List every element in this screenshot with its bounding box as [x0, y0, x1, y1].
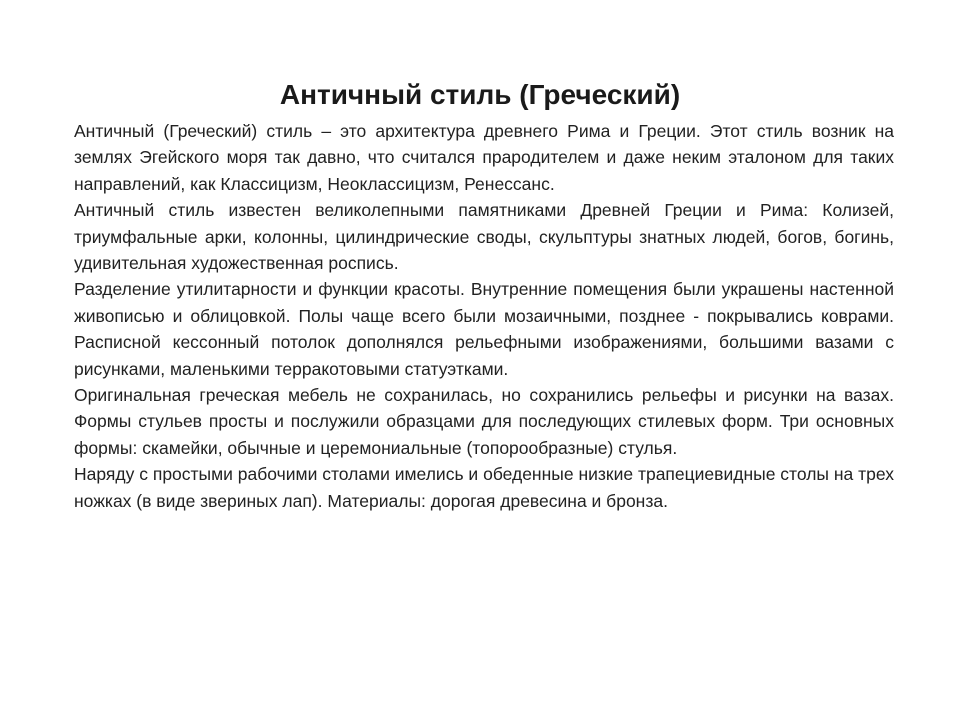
paragraph-tables: Наряду с простыми рабочими столами имелись и обеденные низкие трапециевидные столы на трех ножках (в виде звериных лап). Материалы: дорогая древесина и бронза. — [74, 464, 894, 511]
paragraph-intro: Античный (Греческий) стиль – это архитектура древнего Рима и Греции. Этот стиль возник на землях Эгейского моря так давно, что считался прародителем и даже неким эталоном для таких направлений, как Классицизм, Неоклассицизм, Ренессанс. — [74, 121, 894, 194]
slide-body — [74, 118, 894, 514]
paragraph-monuments: Античный стиль известен великолепными памятниками Древней Греции и Рима: Колизей, триумфальные арки, колонны, цилиндрические своды, скульптуры знатных людей, богов, богинь, удивительная художественная роспись. — [74, 200, 894, 274]
slide-title: Античный стиль (Греческий) — [279, 78, 681, 110]
paragraph-interior: Разделение утилитарности и функции красоты. Внутренние помещения были украшены настенной живописью и облицовкой. Полы чаще всего были мозаичными, позднее - покрывались коврами. Расписной кессонный потолок дополнялся рельефными изображениями, большими вазами с рисунками, маленькими терракотовыми статуэтками. — [74, 279, 894, 379]
paragraph-furniture: Оригинальная греческая мебель не сохранилась, но сохранились рельефы и рисунки на вазах. Формы стульев просты и послужили образцами для последующих стилевых форм. Три основных формы: скамейки, обычные и церемониальные (топорообразные) стулья. — [74, 385, 894, 458]
